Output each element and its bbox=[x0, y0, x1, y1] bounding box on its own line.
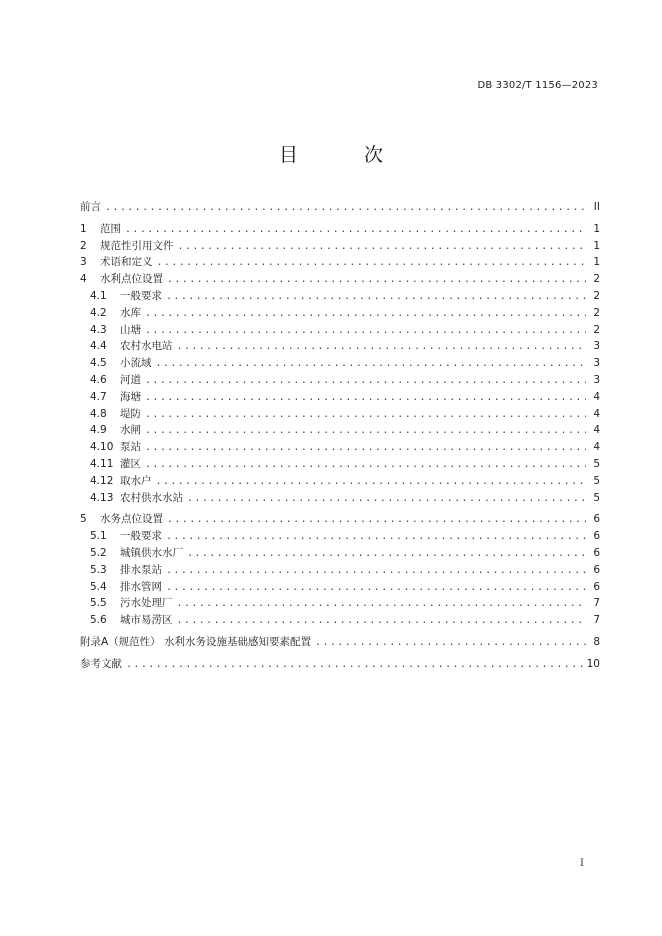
toc-entry[interactable] bbox=[80, 238, 600, 255]
toc-dot-leader bbox=[145, 323, 586, 340]
toc-entry-number: 4.7 bbox=[90, 390, 107, 403]
toc-dot-leader bbox=[167, 512, 586, 529]
toc-entry-number: 5.3 bbox=[90, 563, 107, 576]
toc-entry-page: 6 bbox=[593, 563, 600, 576]
toc-dot-leader bbox=[166, 529, 586, 546]
toc-entry-number: 5.1 bbox=[90, 530, 107, 543]
toc-entry[interactable] bbox=[80, 199, 600, 216]
toc-dot-leader bbox=[156, 356, 587, 373]
toc-entry-label: 农村供水水站 bbox=[120, 491, 183, 504]
toc-entry[interactable] bbox=[80, 406, 600, 423]
toc-entry[interactable] bbox=[80, 221, 600, 238]
toc-entry-label: 水库 bbox=[120, 306, 141, 319]
toc-dot-leader bbox=[145, 457, 586, 474]
toc-dot-leader bbox=[125, 222, 586, 239]
toc-dot-leader bbox=[167, 272, 586, 289]
toc-entry-page: 2 bbox=[593, 273, 600, 286]
toc-entry-label: 水闸 bbox=[120, 424, 141, 437]
toc-dot-leader bbox=[177, 596, 587, 613]
toc-dot-leader bbox=[187, 546, 586, 563]
toc-entry[interactable] bbox=[80, 288, 600, 305]
toc-entry[interactable] bbox=[80, 305, 600, 322]
toc-entry-number: 4.6 bbox=[90, 373, 107, 386]
toc-entry-label: 海塘 bbox=[120, 390, 141, 403]
toc-entry[interactable] bbox=[80, 511, 600, 528]
toc-entry[interactable] bbox=[80, 355, 600, 372]
toc-entry[interactable] bbox=[80, 271, 600, 288]
toc-dot-leader bbox=[156, 474, 587, 491]
toc-entry-page: 6 bbox=[593, 530, 600, 543]
toc-entry-label: 小流域 bbox=[120, 357, 152, 370]
toc-entry-number: 5.5 bbox=[90, 597, 107, 610]
toc-entry-page: 1 bbox=[593, 222, 600, 235]
toc-entry-label: 一般要求 bbox=[120, 530, 162, 543]
toc-entry-label: 水务点位设置 bbox=[100, 513, 163, 526]
toc-dot-leader bbox=[166, 289, 586, 306]
toc-entry[interactable] bbox=[80, 545, 600, 562]
toc-dot-leader bbox=[145, 390, 586, 407]
toc-entry[interactable] bbox=[80, 389, 600, 406]
toc-entry-number: 4.11 bbox=[90, 457, 114, 470]
toc-entry-page: 3 bbox=[593, 373, 600, 386]
toc-entry-number: 2 bbox=[80, 239, 87, 252]
toc-entry-page: 1 bbox=[593, 239, 600, 252]
page-title: 目 次 bbox=[278, 144, 414, 166]
toc-dot-leader bbox=[315, 635, 586, 652]
toc-entry-page: 7 bbox=[593, 614, 600, 627]
toc-entry-page: 6 bbox=[593, 546, 600, 559]
toc-entry-label: 一般要求 bbox=[120, 289, 162, 302]
toc-entry-label: 范围 bbox=[100, 222, 121, 235]
toc-entry-number: 4.10 bbox=[90, 441, 114, 454]
toc-entry-number: 4 bbox=[80, 273, 87, 286]
toc-entry-number: 5.4 bbox=[90, 580, 107, 593]
toc-entry-number: 4.9 bbox=[90, 424, 107, 437]
toc-entry[interactable] bbox=[80, 528, 600, 545]
toc-entry-label: 灌区 bbox=[120, 457, 141, 470]
toc-dot-leader bbox=[166, 563, 586, 580]
toc-entry[interactable] bbox=[80, 456, 600, 473]
toc-entry[interactable] bbox=[80, 634, 600, 651]
toc-entry-number: 5.2 bbox=[90, 546, 107, 559]
toc-entry-page: II bbox=[593, 201, 600, 213]
toc-entry-page: 8 bbox=[593, 635, 600, 648]
toc-dot-leader bbox=[145, 407, 586, 424]
toc-entry[interactable] bbox=[80, 322, 600, 339]
toc-entry-page: 3 bbox=[593, 357, 600, 370]
toc-entry-number: 4.5 bbox=[90, 357, 107, 370]
toc-dot-leader bbox=[157, 255, 587, 272]
toc-entry-page: 2 bbox=[593, 306, 600, 319]
toc-entry[interactable] bbox=[80, 473, 600, 490]
toc-entry-number: 5 bbox=[80, 513, 87, 526]
toc-dot-leader bbox=[126, 657, 583, 674]
page-number: I bbox=[580, 858, 584, 869]
toc-dot-leader bbox=[187, 491, 586, 508]
toc-entry-page: 4 bbox=[593, 424, 600, 437]
toc-entry[interactable] bbox=[80, 595, 600, 612]
toc-entry[interactable] bbox=[80, 612, 600, 629]
toc-entry[interactable] bbox=[80, 579, 600, 596]
toc-entry-number: 4.8 bbox=[90, 407, 107, 420]
toc-entry-page: 1 bbox=[593, 256, 600, 269]
toc-entry[interactable] bbox=[80, 656, 600, 673]
toc-entry-number: 1 bbox=[80, 222, 87, 235]
toc-entry-label: 城镇供水水厂 bbox=[120, 546, 183, 559]
toc-entry-number: 3 bbox=[80, 256, 87, 269]
toc-entry-label: 附录A（规范性） 水利水务设施基础感知要素配置 bbox=[80, 635, 312, 648]
toc-entry-page: 5 bbox=[593, 474, 600, 487]
toc-entry-label: 排水泵站 bbox=[120, 563, 162, 576]
toc-entry-page: 5 bbox=[593, 457, 600, 470]
toc-dot-leader bbox=[105, 200, 586, 217]
toc-entry-page: 6 bbox=[593, 513, 600, 526]
toc-entry-number: 5.6 bbox=[90, 614, 107, 627]
toc-dot-leader bbox=[145, 440, 586, 457]
toc-entry-page: 2 bbox=[593, 323, 600, 336]
toc-entry-label: 排水管网 bbox=[120, 580, 162, 593]
toc-entry-number: 4.13 bbox=[90, 491, 114, 504]
toc-entry-label: 污水处理厂 bbox=[120, 597, 173, 610]
toc-entry-label: 山塘 bbox=[120, 323, 141, 336]
toc-dot-leader bbox=[145, 423, 586, 440]
toc-entry-number: 4.1 bbox=[90, 289, 107, 302]
toc-entry-page: 4 bbox=[593, 407, 600, 420]
toc-entry-label: 城市易涝区 bbox=[120, 614, 173, 627]
toc-entry-page: 4 bbox=[593, 441, 600, 454]
toc-dot-leader bbox=[166, 580, 586, 597]
toc-entry-page: 5 bbox=[593, 491, 600, 504]
toc-entry[interactable] bbox=[80, 254, 600, 271]
toc-entry-number: 4.12 bbox=[90, 474, 114, 487]
document-code: DB 3302/T 1156—2023 bbox=[477, 80, 598, 91]
toc-entry-page: 4 bbox=[593, 390, 600, 403]
toc-dot-leader bbox=[177, 339, 587, 356]
toc-entry-label: 规范性引用文件 bbox=[100, 239, 174, 252]
toc-entry[interactable] bbox=[80, 439, 600, 456]
toc-entry-label: 前言 bbox=[80, 201, 101, 213]
toc-entry-page: 6 bbox=[593, 580, 600, 593]
toc-entry-label: 堤防 bbox=[120, 407, 141, 420]
toc-entry-label: 河道 bbox=[120, 373, 141, 386]
table-of-contents bbox=[80, 199, 600, 673]
toc-entry-page: 3 bbox=[593, 340, 600, 353]
toc-entry-label: 泵站 bbox=[120, 441, 141, 454]
toc-entry-number: 4.2 bbox=[90, 306, 107, 319]
toc-dot-leader bbox=[145, 373, 586, 390]
toc-entry-label: 农村水电站 bbox=[120, 340, 173, 353]
toc-entry[interactable] bbox=[80, 490, 600, 507]
toc-entry-label: 水利点位设置 bbox=[100, 273, 163, 286]
toc-dot-leader bbox=[145, 306, 586, 323]
toc-entry[interactable] bbox=[80, 372, 600, 389]
toc-entry-number: 4.4 bbox=[90, 340, 107, 353]
toc-entry-page: 2 bbox=[593, 289, 600, 302]
toc-entry-page: 10 bbox=[586, 657, 600, 670]
toc-entry[interactable] bbox=[80, 562, 600, 579]
toc-entry-label: 参考文献 bbox=[80, 657, 122, 670]
toc-entry-number: 4.3 bbox=[90, 323, 107, 336]
toc-entry-page: 7 bbox=[593, 597, 600, 610]
toc-entry[interactable] bbox=[80, 338, 600, 355]
toc-entry-label: 取水户 bbox=[120, 474, 152, 487]
toc-dot-leader bbox=[177, 613, 587, 630]
toc-dot-leader bbox=[178, 239, 587, 256]
toc-entry[interactable] bbox=[80, 422, 600, 439]
toc-entry-label: 术语和定义 bbox=[100, 256, 153, 269]
